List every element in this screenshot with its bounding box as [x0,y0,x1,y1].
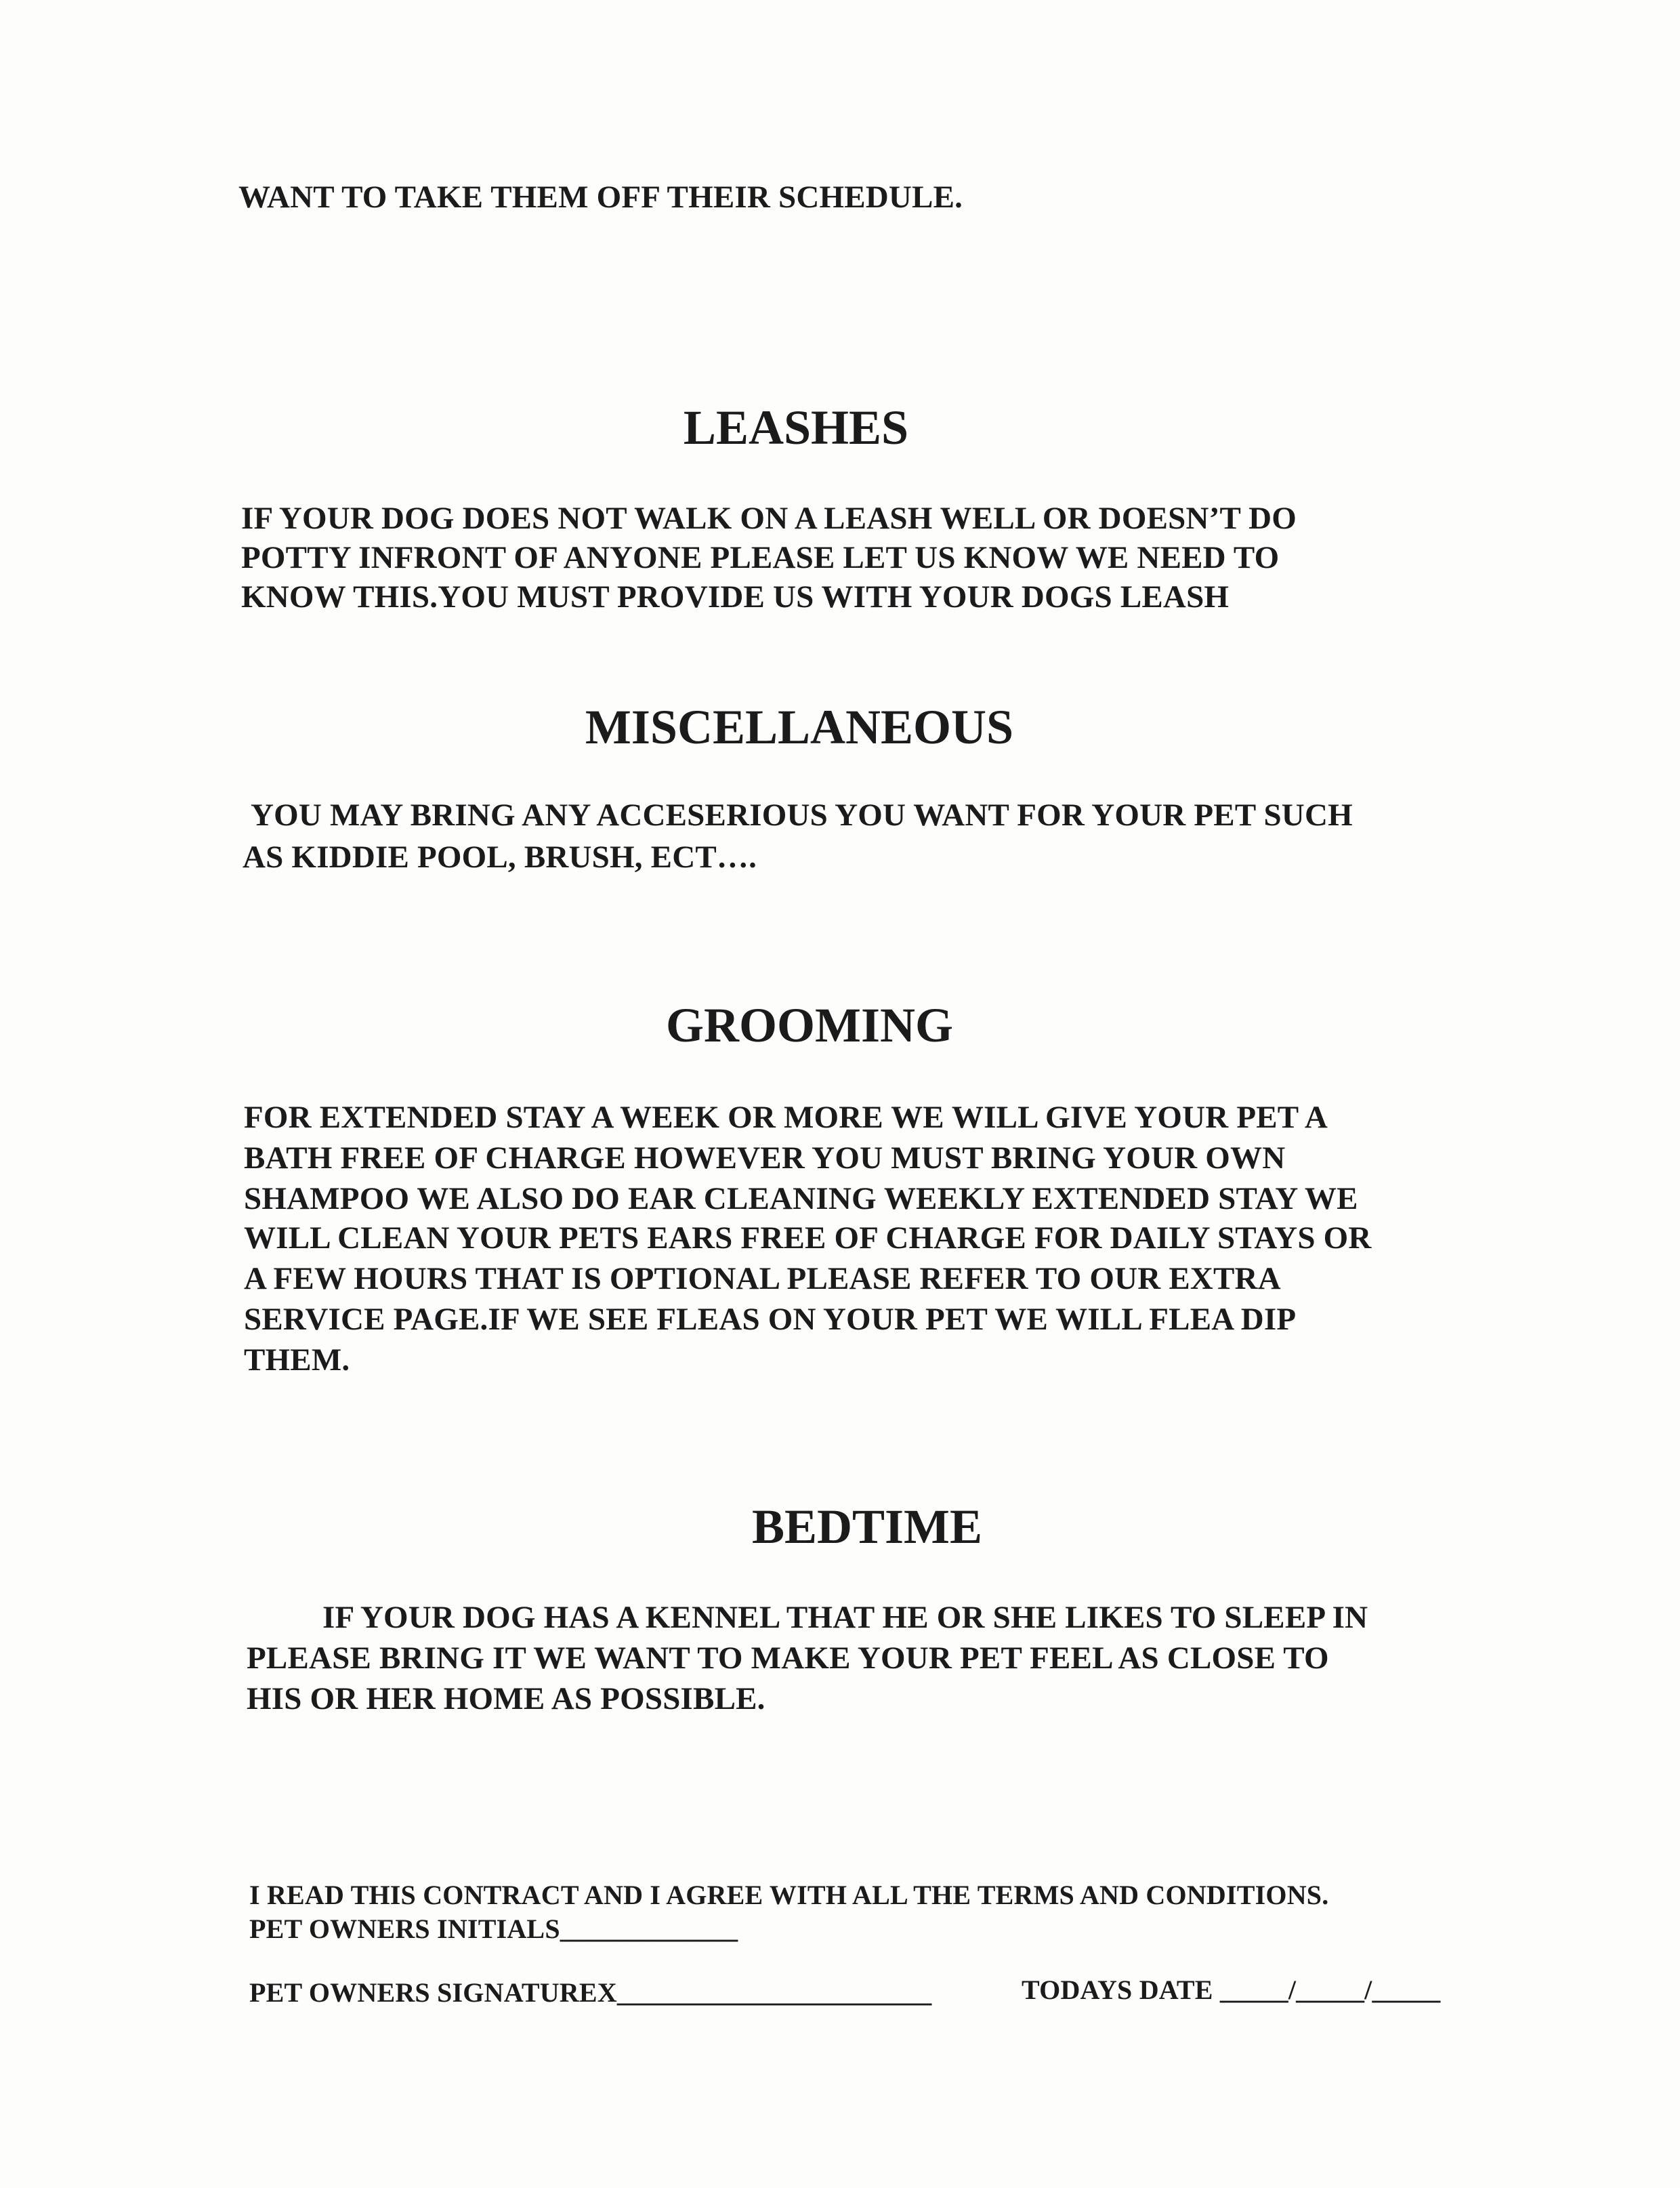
grooming-line: THEM. [244,1342,350,1378]
agreement-statement: I READ THIS CONTRACT AND I AGREE WITH ALL THE TERMS AND CONDITIONS. [249,1880,1329,1910]
grooming-line: WILL CLEAN YOUR PETS EARS FREE OF CHARGE FOR DAILY STAYS OR [244,1220,1372,1256]
grooming-line: FOR EXTENDED STAY A WEEK OR MORE WE WILL GIVE YOUR PET A [244,1100,1328,1135]
signature-field[interactable]: PET OWNERS SIGNATUREX_______________________ [249,1977,932,2008]
bedtime-heading: BEDTIME [751,1500,983,1554]
grooming-line: SERVICE PAGE.IF WE SEE FLEAS ON YOUR PET WE WILL FLEA DIP [244,1302,1297,1337]
bedtime-line: IF YOUR DOG HAS A KENNEL THAT HE OR SHE LIKES TO SLEEP IN [322,1600,1368,1635]
leashes-heading: LEASHES [683,400,909,455]
miscellaneous-line: YOU MAY BRING ANY ACCESERIOUS YOU WANT FOR YOUR PET SUCH [251,798,1353,833]
intro-line: WANT TO TAKE THEM OFF THEIR SCHEDULE. [238,180,963,215]
bedtime-line: PLEASE BRING IT WE WANT TO MAKE YOUR PET FEEL AS CLOSE TO [247,1640,1329,1676]
grooming-line: BATH FREE OF CHARGE HOWEVER YOU MUST BRING YOUR OWN [244,1140,1286,1176]
leashes-line: IF YOUR DOG DOES NOT WALK ON A LEASH WELL OR DOESN’T DO [241,501,1297,536]
grooming-heading: GROOMING [666,998,953,1052]
miscellaneous-line: AS KIDDIE POOL, BRUSH, ECT…. [243,840,757,875]
initials-field[interactable]: PET OWNERS INITIALS_____________ [249,1914,738,1944]
leashes-line: POTTY INFRONT OF ANYONE PLEASE LET US KNOW WE NEED TO [241,540,1280,575]
grooming-line: A FEW HOURS THAT IS OPTIONAL PLEASE REFER TO OUR EXTRA [244,1261,1281,1296]
date-field[interactable]: TODAYS DATE _____/_____/_____ [1022,1975,1441,2005]
miscellaneous-heading: MISCELLANEOUS [585,700,1014,754]
bedtime-line: HIS OR HER HOME AS POSSIBLE. [247,1681,765,1716]
leashes-line: KNOW THIS.YOU MUST PROVIDE US WITH YOUR DOGS LEASH [241,579,1230,615]
grooming-line: SHAMPOO WE ALSO DO EAR CLEANING WEEKLY EXTENDED STAY WE [244,1181,1358,1216]
